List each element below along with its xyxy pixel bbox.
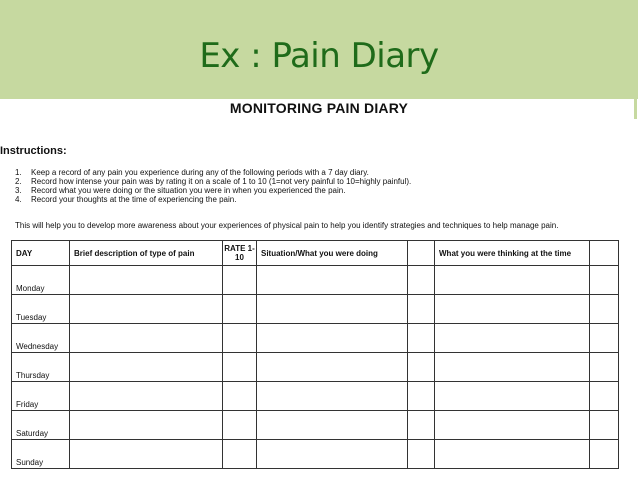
instruction-item: [15, 195, 411, 204]
day-cell: Tuesday: [12, 295, 70, 324]
instruction-number: 2.: [15, 177, 22, 186]
thinking-cell[interactable]: [435, 324, 590, 353]
description-cell[interactable]: [70, 295, 223, 324]
day-cell: Wednesday: [12, 324, 70, 353]
day-cell: Sunday: [12, 440, 70, 469]
header-description: Brief description of type of pain: [70, 241, 223, 266]
table-row: [12, 353, 619, 382]
blank-cell[interactable]: [408, 324, 435, 353]
pain-diary-table: [11, 240, 619, 469]
thinking-cell[interactable]: [435, 440, 590, 469]
rate-cell[interactable]: [223, 382, 257, 411]
situation-cell[interactable]: [257, 353, 408, 382]
table-row: [12, 382, 619, 411]
instruction-number: 3.: [15, 186, 22, 195]
rate-cell[interactable]: [223, 295, 257, 324]
instruction-item: [15, 186, 411, 195]
blank-cell[interactable]: [408, 353, 435, 382]
blank-cell[interactable]: [590, 295, 619, 324]
day-cell: Saturday: [12, 411, 70, 440]
header-situation: Situation/What you were doing: [257, 241, 408, 266]
blank-cell[interactable]: [408, 440, 435, 469]
blank-cell[interactable]: [590, 411, 619, 440]
header-thinking: What you were thinking at the time: [435, 241, 590, 266]
instruction-number: 4.: [15, 195, 22, 204]
instruction-text: Record what you were doing or the situation you were in when you experienced the pain.: [31, 186, 346, 195]
day-cell: Friday: [12, 382, 70, 411]
header-rate: RATE 1-10: [223, 241, 257, 266]
situation-cell[interactable]: [257, 382, 408, 411]
thinking-cell[interactable]: [435, 411, 590, 440]
description-cell[interactable]: [70, 266, 223, 295]
slide-title: Ex : Pain Diary: [199, 36, 439, 76]
document-title: MONITORING PAIN DIARY: [229, 100, 409, 116]
rate-cell[interactable]: [223, 440, 257, 469]
thinking-cell[interactable]: [435, 295, 590, 324]
situation-cell[interactable]: [257, 411, 408, 440]
instruction-item: [15, 168, 411, 177]
description-cell[interactable]: [70, 353, 223, 382]
blank-cell[interactable]: [590, 440, 619, 469]
thinking-cell[interactable]: [435, 382, 590, 411]
instruction-text: Record how intense your pain was by rating it on a scale of 1 to 10 (1=not very painful to 10=highly painful).: [31, 177, 412, 186]
description-cell[interactable]: [70, 440, 223, 469]
description-cell[interactable]: [70, 411, 223, 440]
blank-cell[interactable]: [408, 266, 435, 295]
table-header-row: [12, 241, 619, 266]
instruction-text: Keep a record of any pain you experience during any of the following periods with a 7 day diary.: [31, 168, 369, 177]
thinking-cell[interactable]: [435, 353, 590, 382]
situation-cell[interactable]: [257, 324, 408, 353]
blank-cell[interactable]: [590, 353, 619, 382]
description-cell[interactable]: [70, 382, 223, 411]
day-cell: Thursday: [12, 353, 70, 382]
thinking-cell[interactable]: [435, 266, 590, 295]
day-cell: Monday: [12, 266, 70, 295]
rate-cell[interactable]: [223, 324, 257, 353]
instruction-item: [15, 177, 411, 186]
blank-cell[interactable]: [408, 295, 435, 324]
table-row: [12, 324, 619, 353]
table-row: [12, 440, 619, 469]
rate-cell[interactable]: [223, 353, 257, 382]
header-blank-1: [408, 241, 435, 266]
situation-cell[interactable]: [257, 440, 408, 469]
table-row: [12, 266, 619, 295]
table-row: [12, 295, 619, 324]
rate-cell[interactable]: [223, 411, 257, 440]
blank-cell[interactable]: [590, 324, 619, 353]
instruction-number: 1.: [15, 168, 22, 177]
description-cell[interactable]: [70, 324, 223, 353]
blank-cell[interactable]: [408, 411, 435, 440]
header-blank-2: [590, 241, 619, 266]
table-row: [12, 411, 619, 440]
instructions-list: [15, 168, 411, 204]
situation-cell[interactable]: [257, 266, 408, 295]
instructions-heading: Instructions:: [0, 145, 67, 157]
instruction-text: Record your thoughts at the time of experiencing the pain.: [31, 195, 237, 204]
blank-cell[interactable]: [590, 382, 619, 411]
instructions-note: This will help you to develop more awareness about your experiences of physical pain to help you identify strategies and techniques to help manage pain.: [15, 221, 559, 230]
situation-cell[interactable]: [257, 295, 408, 324]
rate-cell[interactable]: [223, 266, 257, 295]
blank-cell[interactable]: [408, 382, 435, 411]
blank-cell[interactable]: [590, 266, 619, 295]
header-day: DAY: [12, 241, 70, 266]
